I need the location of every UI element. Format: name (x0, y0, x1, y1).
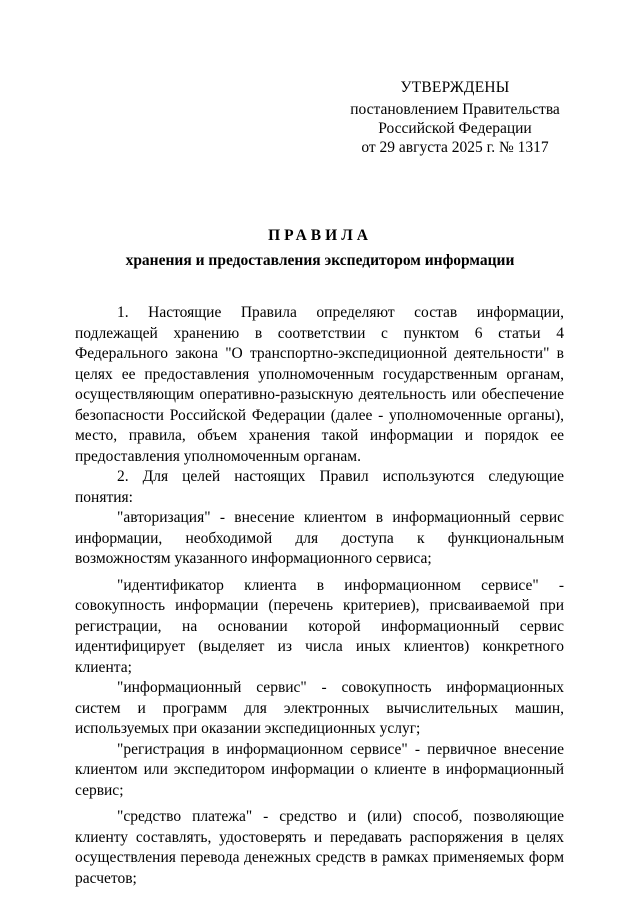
definition-information-service: "информационный сервис" - совокупность информационных систем и программ для электронных вычислительных машин, используемых при оказании экспедиционных услуг; (75, 679, 564, 737)
definition-payment-means: "средство платежа" - средство и (или) способ, позволяющие клиенту составлять, удостоверять и передавать распоряжения в целях осуществления перевода денежных средств в рамках применяемых форм расчетов; (75, 808, 564, 887)
definition-registration: "регистрация в информационном сервисе" - первичное внесение клиентом или экспедитором информации о клиенте в информационный сервис; (75, 740, 564, 799)
definition-authorization: "авторизация" - внесение клиентом в информационный сервис информации, необходимой для доступа к функциональным возможностям указанного информационного сервиса; (75, 509, 564, 567)
approval-heading: УТВЕРЖДЕНЫ (400, 79, 510, 96)
approval-stamp (330, 78, 580, 157)
paragraph-1: 1. Настоящие Правила определяют состав информации, подлежащей хранению в соответствии с пунктом 6 статьи 4 Федерального закона "О транспортно-экспедиционной деятельности" в целях ее предоставления уполномоченным государственным органам, осуществляющим оперативно-разыскную деятельность или обеспечение безопасности Российской Федерации (далее - уполномоченные органы), место, правила, объем хранения такой информации и порядок ее предоставления уполномоченным органам. (75, 304, 564, 465)
document-subtitle: хранения и предоставления экспедитором информации (125, 252, 515, 269)
paragraph-2: 2. Для целей настоящих Правил используются следующие понятия: (75, 468, 564, 506)
document-title: ПРАВИЛА (268, 227, 372, 244)
approval-line-1: постановлением Правительства (350, 101, 560, 118)
definition-client-identifier: "идентификатор клиента в информационном сервисе" - совокупность информации (перечень критериев), присваиваемой при регистрации, на основании которой информационный сервис идентифицирует (выделяет из числа иных клиентов) конкретного клиента; (75, 576, 564, 676)
approval-line-3: от 29 августа 2025 г. № 1317 (361, 139, 549, 156)
approval-line-2: Российской Федерации (378, 120, 532, 137)
document-body (75, 303, 564, 889)
